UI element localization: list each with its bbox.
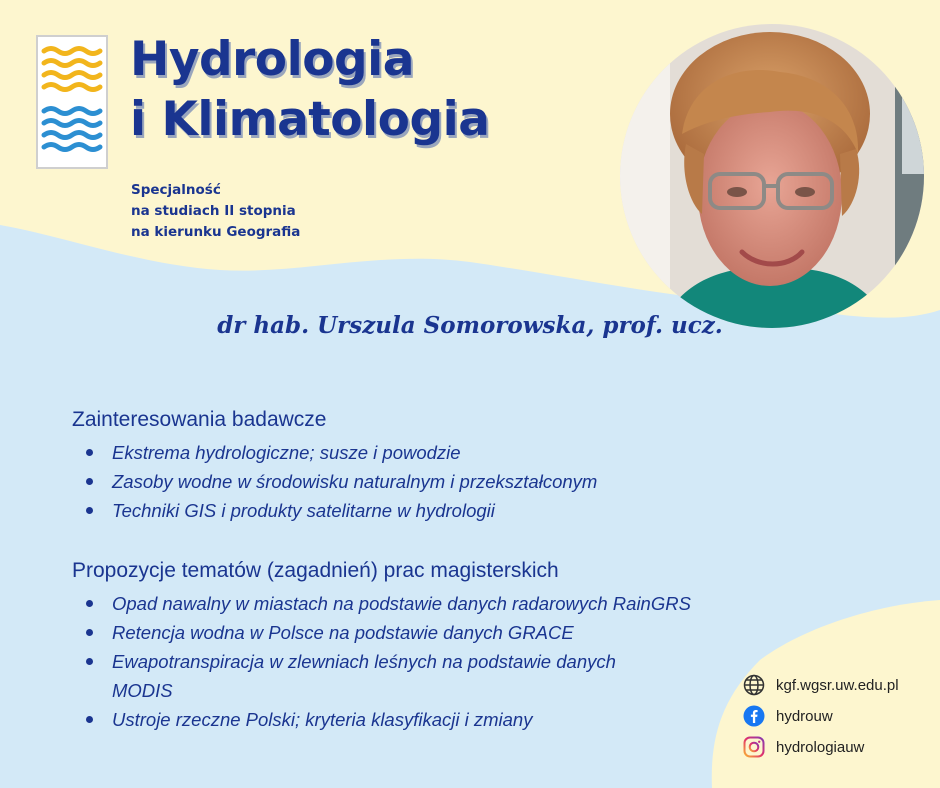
title-line-2: i Klimatologia <box>130 92 490 147</box>
globe-icon <box>742 673 766 697</box>
list-item <box>86 496 706 525</box>
list-item-text: Zasoby wodne w środowisku naturalnym i przekształconym <box>112 471 598 492</box>
logo <box>36 35 108 169</box>
person-name: dr hab. Urszula Somorowska, prof. ucz. <box>217 312 723 339</box>
page-title <box>130 30 489 150</box>
list-item-text: Ewapotranspiracja w zlewniach leśnych na podstawie danych MODIS <box>112 651 616 701</box>
subtitle-line: na studiach II stopnia <box>131 203 296 219</box>
list-item <box>86 589 716 618</box>
list-item <box>86 647 672 705</box>
title-line-1: Hydrologia <box>130 32 414 87</box>
facebook-text: hydrouw <box>776 707 833 725</box>
subtitle-line: Specjalność <box>131 182 221 198</box>
list-item-text: Techniki GIS i produkty satelitarne w hydrologii <box>112 500 495 521</box>
subtitle <box>131 180 300 243</box>
bullet-icon <box>86 658 93 665</box>
instagram-link[interactable] <box>742 732 899 762</box>
website-text: kgf.wgsr.uw.edu.pl <box>776 676 899 694</box>
topics-list <box>86 589 716 734</box>
instagram-icon <box>742 735 766 759</box>
list-item <box>86 467 706 496</box>
bullet-icon <box>86 600 93 607</box>
bullet-icon <box>86 716 93 723</box>
bullet-icon <box>86 449 93 456</box>
facebook-link[interactable] <box>742 701 899 731</box>
research-list <box>86 438 706 525</box>
list-item-text: Retencja wodna w Polsce na podstawie danych GRACE <box>112 622 574 643</box>
website-link[interactable] <box>742 670 899 700</box>
list-item-text: Ustroje rzeczne Polski; kryteria klasyfikacji i zmiany <box>112 709 533 730</box>
research-heading: Zainteresowania badawcze <box>72 408 327 431</box>
list-item <box>86 438 706 467</box>
profile-photo <box>620 24 924 328</box>
instagram-text: hydrologiauw <box>776 738 865 756</box>
bullet-icon <box>86 507 93 514</box>
list-item <box>86 618 716 647</box>
bullet-icon <box>86 629 93 636</box>
list-item <box>86 705 716 734</box>
contact-list <box>742 670 899 763</box>
list-item-text: Ekstrema hydrologiczne; susze i powodzie <box>112 442 461 463</box>
list-item-text: Opad nawalny w miastach na podstawie danych radarowych RainGRS <box>112 593 691 614</box>
bullet-icon <box>86 478 93 485</box>
facebook-icon <box>742 704 766 728</box>
subtitle-line: na kierunku Geografia <box>131 224 301 240</box>
topics-heading: Propozycje tematów (zagadnień) prac magisterskich <box>72 559 559 582</box>
